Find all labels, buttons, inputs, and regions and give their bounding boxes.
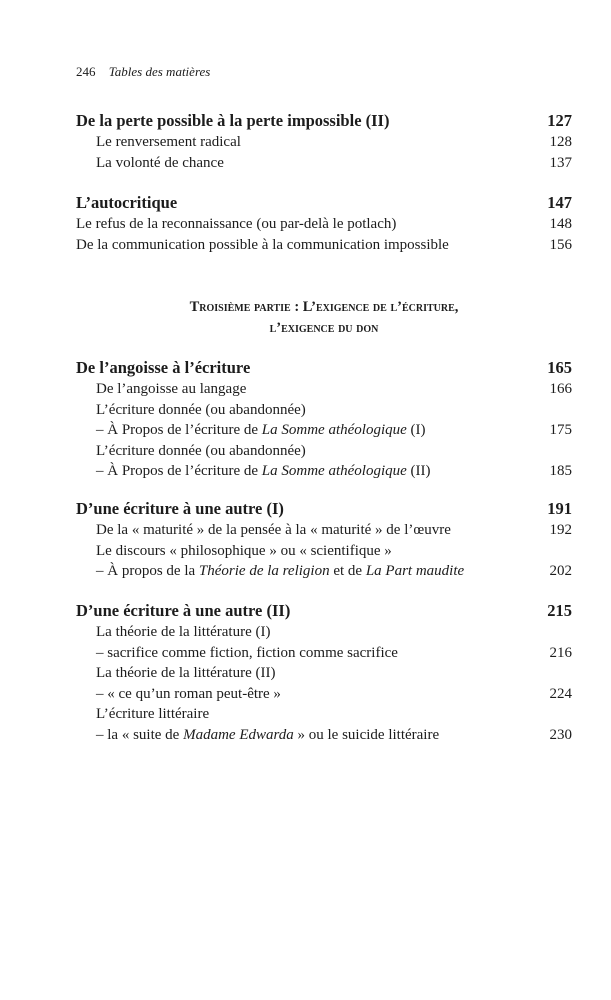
toc-entry-line: L’écriture donnée (ou abandonnée) <box>96 442 306 459</box>
toc-heading[interactable] <box>76 498 572 520</box>
toc-page-number: 127 <box>547 111 572 130</box>
toc-page-number: 156 <box>549 236 572 253</box>
toc-entry[interactable] <box>76 214 572 235</box>
toc-page-number: 165 <box>547 358 572 377</box>
toc-entry-label: – À propos de la Théorie de la religion et de La Part maudite <box>96 563 465 579</box>
toc-page-number: 215 <box>547 601 572 620</box>
toc-section-perte <box>76 110 572 173</box>
toc-page-number: 216 <box>549 644 572 661</box>
toc-page-number: 137 <box>549 154 572 171</box>
toc-entry[interactable] <box>76 561 572 582</box>
toc-entry-label: De l’angoisse au langage <box>96 381 247 397</box>
toc-page-number: 128 <box>549 134 572 150</box>
toc-entry[interactable] <box>76 132 572 153</box>
part-heading-line2: l’exigence du don <box>269 320 379 336</box>
toc-heading[interactable] <box>76 110 572 132</box>
toc-page-number: 175 <box>549 422 572 438</box>
toc-heading[interactable] <box>76 192 572 214</box>
toc-entry-label: De la « maturité » de la pensée à la « maturité » de l’œuvre <box>96 522 451 538</box>
toc-entry-line: La théorie de la littérature (I) <box>96 624 271 640</box>
toc-heading-title: D’une écriture à une autre (I) <box>76 499 284 518</box>
toc-entry-label: La volonté de chance <box>96 154 224 171</box>
toc-entry-line: Le discours « philosophique » ou « scientifique » <box>96 542 392 559</box>
toc-entry[interactable] <box>76 643 572 664</box>
toc-page-number: 148 <box>549 216 572 232</box>
toc-entry-line: L’écriture donnée (ou abandonnée) <box>96 401 306 418</box>
page-number: 246 <box>76 64 96 79</box>
toc-entry-label: – sacrifice comme fiction, fiction comme sacrifice <box>96 644 398 661</box>
toc-section-angoisse <box>76 357 572 482</box>
toc-entry-label: – « ce qu’un roman peut-être » <box>96 685 281 702</box>
toc-page-number: 166 <box>549 381 572 397</box>
toc-heading[interactable] <box>76 600 572 622</box>
toc-page-number: 185 <box>549 463 572 479</box>
toc-section-ecriture-i <box>76 498 572 582</box>
toc-page-number: 147 <box>547 193 572 212</box>
toc-entry-line: L’écriture littéraire <box>96 706 210 722</box>
toc-entry-label: – la « suite de Madame Edwarda » ou le suicide littéraire <box>96 726 440 743</box>
toc-page-number: 192 <box>549 522 572 538</box>
toc-page-number: 230 <box>549 726 572 743</box>
toc-entry[interactable] <box>76 379 572 400</box>
toc-entry[interactable] <box>76 235 572 256</box>
toc-entry-label: Le refus de la reconnaissance (ou par-delà le potlach) <box>76 216 397 232</box>
toc-page-number: 202 <box>549 563 572 579</box>
part-heading <box>76 297 572 339</box>
toc-entry-label: Le renversement radical <box>96 134 241 150</box>
toc-entry[interactable] <box>76 153 572 174</box>
toc-heading-title: De l’angoisse à l’écriture <box>76 358 251 377</box>
toc-section-ecriture-ii <box>76 600 572 745</box>
toc-page-number: 224 <box>549 685 572 702</box>
toc-entry-label: – À Propos de l’écriture de La Somme athéologique (II) <box>96 463 431 479</box>
toc-entry[interactable] <box>76 684 572 705</box>
toc-entry-label: – À Propos de l’écriture de La Somme athéologique (I) <box>96 422 426 438</box>
toc-heading-title: L’autocritique <box>76 193 178 212</box>
toc-section-autocritique <box>76 192 572 255</box>
part-heading-line1: Troisième partie : L’exigence de l’écriture, <box>189 299 459 315</box>
toc-entry-label: De la communication possible à la communication impossible <box>76 236 449 253</box>
running-header <box>76 64 210 80</box>
toc-entry[interactable] <box>76 420 572 441</box>
toc-entry-line: La théorie de la littérature (II) <box>96 665 276 681</box>
toc-page-number: 191 <box>547 499 572 518</box>
toc-heading-title: D’une écriture à une autre (II) <box>76 601 291 620</box>
toc-heading[interactable] <box>76 357 572 379</box>
toc-entry[interactable] <box>76 461 572 482</box>
toc-entry[interactable] <box>76 520 572 541</box>
toc-entry[interactable] <box>76 725 572 746</box>
toc-heading-title: De la perte possible à la perte impossible (II) <box>76 111 390 130</box>
running-title: Tables des matières <box>108 64 211 79</box>
